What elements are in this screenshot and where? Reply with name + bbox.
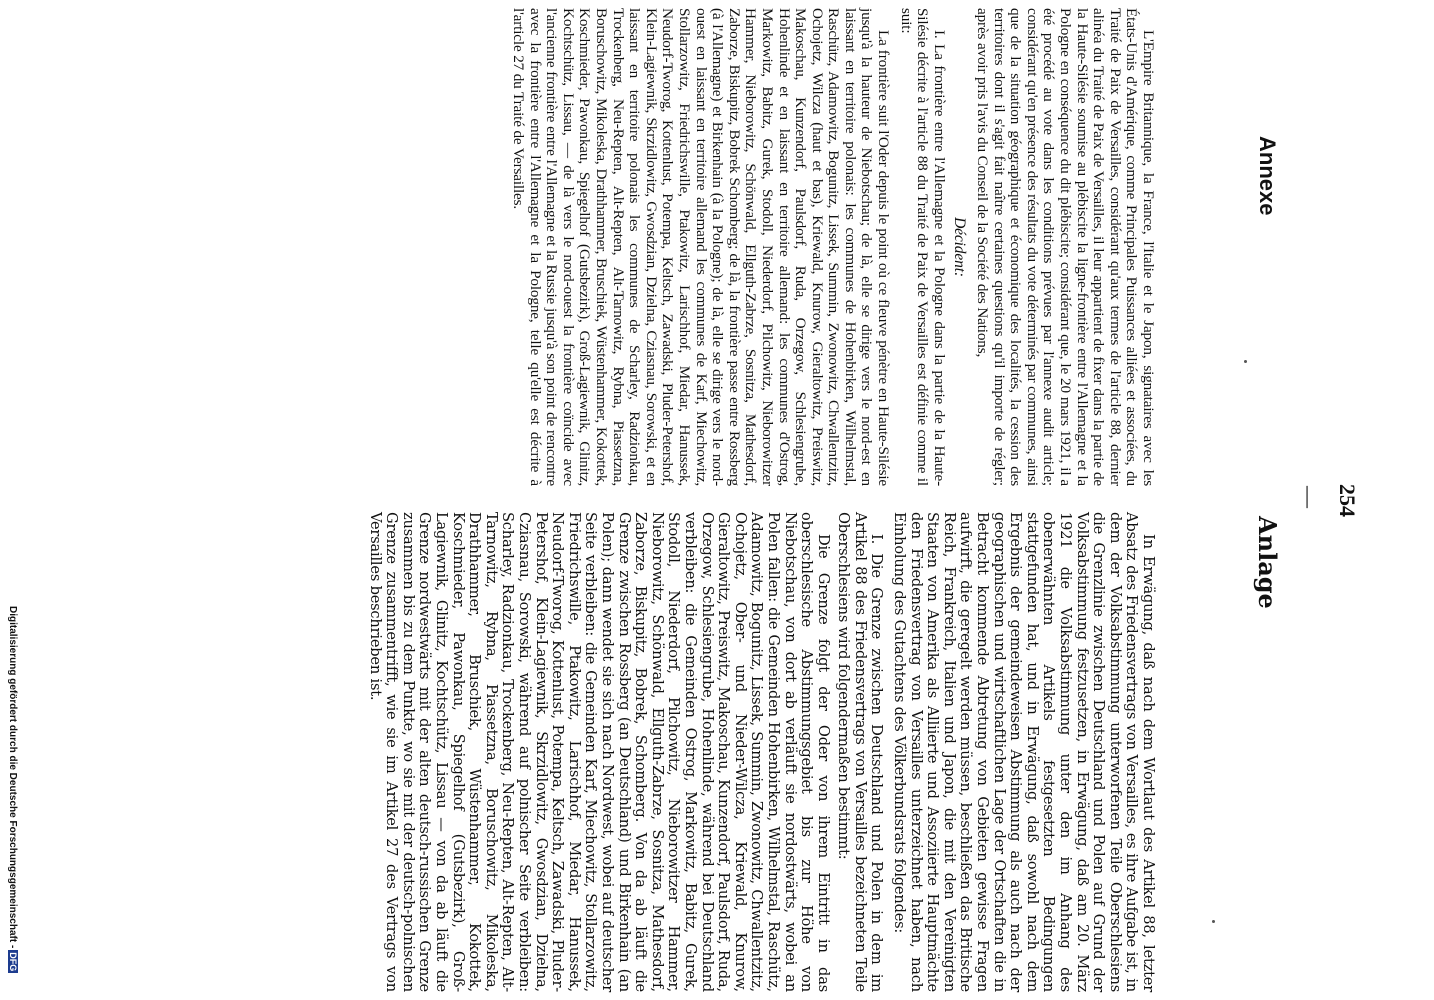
- french-paragraph-preamble: L'Empire Britannique, la France, l'Italie et le Japon, signataires avec les États-Unis d'Amérique, comme Principales Puissances alliées et associées, du Traité de Paix de Versailles, considérant qu'aux termes de l'article 88, dernier alinéa du Traité de Paix de Versailles, il leur appartient de fixer dans la partie de la Haute-Silésie soumise au plébiscite la ligne-frontière entre l'Allemagne et la Pologne en conséquence du dit plébiscite; considérant que, le 20 mars 1921, il a été procédé au vote dans les conditions prévues par l'annexe audit article; considérant qu'en présence des résultats du vote déterminés par communes, ainsi que de la situation géographique et économique des localités, la cession des territoires dont il s'agit fait naître certaines questions qu'il importe de régler; après avoir pris l'avis du Conseil de la Société des Nations,: [974, 8, 1157, 486]
- french-paragraph-article-1: I. La frontière entre l'Allemagne et la Pologne dans la partie de la Haute-Silésie décrite à l'article 88 du Traité de Paix de Versailles est définie comme il suit:: [897, 8, 948, 486]
- french-paragraph-boundary: La frontière suit l'Oder depuis le point où ce fleuve pénètre en Haute-Silésie jusqu'à la hauteur de Niebotschau; de là, elle se dirige vers le nord-est en laissant en territoire polonais: les communes de Hohenbirken, Wilhelmstal, Raschütz, Adamowitz, Bogunitz, Lissek, Summin, Zwonowitz, Chwallentzitz, Ochojetz, Wilcza (haut et bas), Kriewald, Knurow, Gieraltowitz, Preiswitz, Makoschau, Kunzendorf, Paulsdorf, Ruda, Orzegow, Schlesiengrube, Hohenlinde et en laissant en territoire allemand: les communes d'Ostrog, Markowitz, Babitz, Gurek, Stodoll, Niederdorf, Pilchowitz, Nieborowitzer Hammer, Nieborowitz, Schönwald, Ellguth-Zabrze, Sosnitza, Mathesdorf, Zaborze, Biskupitz, Bobrek Schomberg; de là, la frontière passe entre Rossberg (à l'Allemagne) et Birkenhain (à la Pologne); de là, elle se dirige vers le nord-ouest en laissant en territoire allemand les communes de Karf, Miechowitz, Stollarzowitz, Friedrichswille, Ptakowitz, Larischhof, Miedar, Hanussek, Neudorf-Tworog, Kottenlust, Potempa, Keltsch, Zawadski, Pluder-Petershof, Klein-Lagiewnik, Skrzidlowitz, Gwosdzian, Dzielna, Cziasnau, Sorowski, et en laissant en territoire polonais les communes de Scharley, Radzionkau, Trockenberg, Neu-Repten, Alt-Repten, Alt-Tarnowitz, Rybna, Piassetzna, Boruschowitz, Mikoleska, Drathhammer, Bruschiek, Wüstenhammer, Kokottek, Koschmieder, Pawonkau, Spiegelhof (Gutsbezirk), Groß-Lagiewnik, Glinitz, Kochtschütz, Lissau, — de là vers le nord-ouest la frontière coïncide avec l'ancienne frontière entre l'Allemagne et la Russie jusqu'à son point de rencontre avec la frontière entre l'Allemagne et la Pologne, telle qu'elle est décrite à l'article 27 du Traité de Versailles.: [510, 8, 893, 486]
- scan-speck: [1244, 360, 1247, 363]
- page-number: 254: [1335, 484, 1360, 517]
- french-decident: Décident:: [951, 217, 969, 277]
- scan-speck: [1212, 920, 1215, 923]
- dfg-logo: DFG: [8, 952, 18, 972]
- digitization-credit: [7, 606, 18, 973]
- german-paragraph-boundary: Die Grenze folgt der Oder von ihrem Eintritt in das oberschlesische Abstimmungsgebiet bis zur Höhe von Niebotschau, von dort ab verläuft sie nordostwärts, wobei an Polen fallen: die Gemeinden Hohenbirken, Wilhelmstal, Raschütz, Adamowitz, Bogunitz, Lissek, Summin, Zwonowitz, Chwallentzitz, Ochojetz, Ober- und Nieder-Wilcza, Kriewald, Knurow, Gieraltowitz, Preiswitz, Makoschau, Kunzendorf, Paulsdorf, Ruda, Orzegow, Schlesiengrube, Hohenlinde, während bei Deutschland verbleiben: die Gemeinden Ostrog, Markowitz, Babitz, Gurek, Stodoll, Niederdorf, Pilchowitz, Nieborowitzer Hammer, Nieborowitz, Schönwald, Ellguth-Zabrze, Sosnitza, Mathesdorf, Zaborze, Biskupitz, Bobrek, Schomberg. Von da ab läuft die Grenze zwischen Rossberg (an Deutschland) und Birkenhain (an Polen); dann wendet sie sich nach Nordwest, wobei auf deutscher Seite verbleiben: die Gemeinden Karf, Miechowitz, Stollarzowitz, Friedrichswille, Ptakowitz, Larischhof, Miedar, Hanussek, Neudorf-Tworog, Kottenlust, Potempa, Keltsch, Zawadski, Pluder-Petershof, Klein-Lagiewnik, Skrzidlowitz, Gwosdzian, Dzielna, Cziasnau, Sorowski, während auf polnischer Seite verbleiben: Scharley, Radzionkau, Trockenberg, Neu-Repten, Alt-Repten, Alt-Tarnowitz, Rybna, Piassetzna, Boruschowitz, Mikoleska, Drathhammer, Bruschiek, Wüstenhammer, Kokottek, Koschmieder, Pawonkau, Spiegelhof (Gutsbezirk), Groß-Lagiewnik, Glinitz, Kochtschütz, Lissau — von da ab läuft die Grenze nordwestwärts mit der alten deutsch-russischen Grenze zusammen bis zu dem Punkte, wo sie mit der deutsch-polnischen Grenze zusammentrifft, wie sie im Artikel 27 des Vertrags von Versailles beschrieben ist.: [366, 512, 832, 992]
- credit-text: Digitalisierung gefördert durch die Deutsche Forschungsgemeinschaft -: [7, 606, 18, 949]
- french-column: [509, 8, 1156, 486]
- heading-annexe: Annexe: [1255, 136, 1280, 216]
- heading-anlage: Anlage: [1253, 516, 1282, 609]
- german-paragraph-preamble: In Erwägung, daß nach dem Wortlaut des Artikel 88, letzter Absatz des Friedensvertrags von Versailles, es ihre Aufgabe ist, in dem der Volksabstimmung unterworfenen Teile Oberschlesiens die Grenzlinie zwischen Deutschland und Polen auf Grund der Volksabstimmung festzusetzen, in Erwägung, daß am 20. März 1921 die Volksabstimmung unter den im Anhang des obenerwähnten Artikels festgesetzten Bedingungen stattgefunden hat, und in Erwägung, daß sowohl nach dem Ergebnis der gemeindeweisen Abstimmung als auch nach der geographischen und wirtschaftlichen Lage der Ortschaften die in Betracht kommende Abtretung von Gebieten gewisse Fragen aufwirft, die geregelt werden müssen, beschließen das Britische Reich, Frankreich, Italien und Japon, die mit den Vereinigten Staaten von Amerika als Alliierte und Assoziierte Hauptmächte den Friedensvertrag von Versailles unterzeichnet haben, nach Einholung des Gutachtens des Völkerbundsrats folgendes:: [891, 512, 1157, 992]
- german-column: [366, 512, 1156, 992]
- heading-dash: —: [1297, 486, 1322, 508]
- german-paragraph-article-1: I. Die Grenze zwischen Deutschland und Polen in dem im Artikel 88 des Friedensvertrags von Versailles bezeichneten Teile Oberschlesiens wird folgendermaßen bestimmt:: [835, 512, 886, 992]
